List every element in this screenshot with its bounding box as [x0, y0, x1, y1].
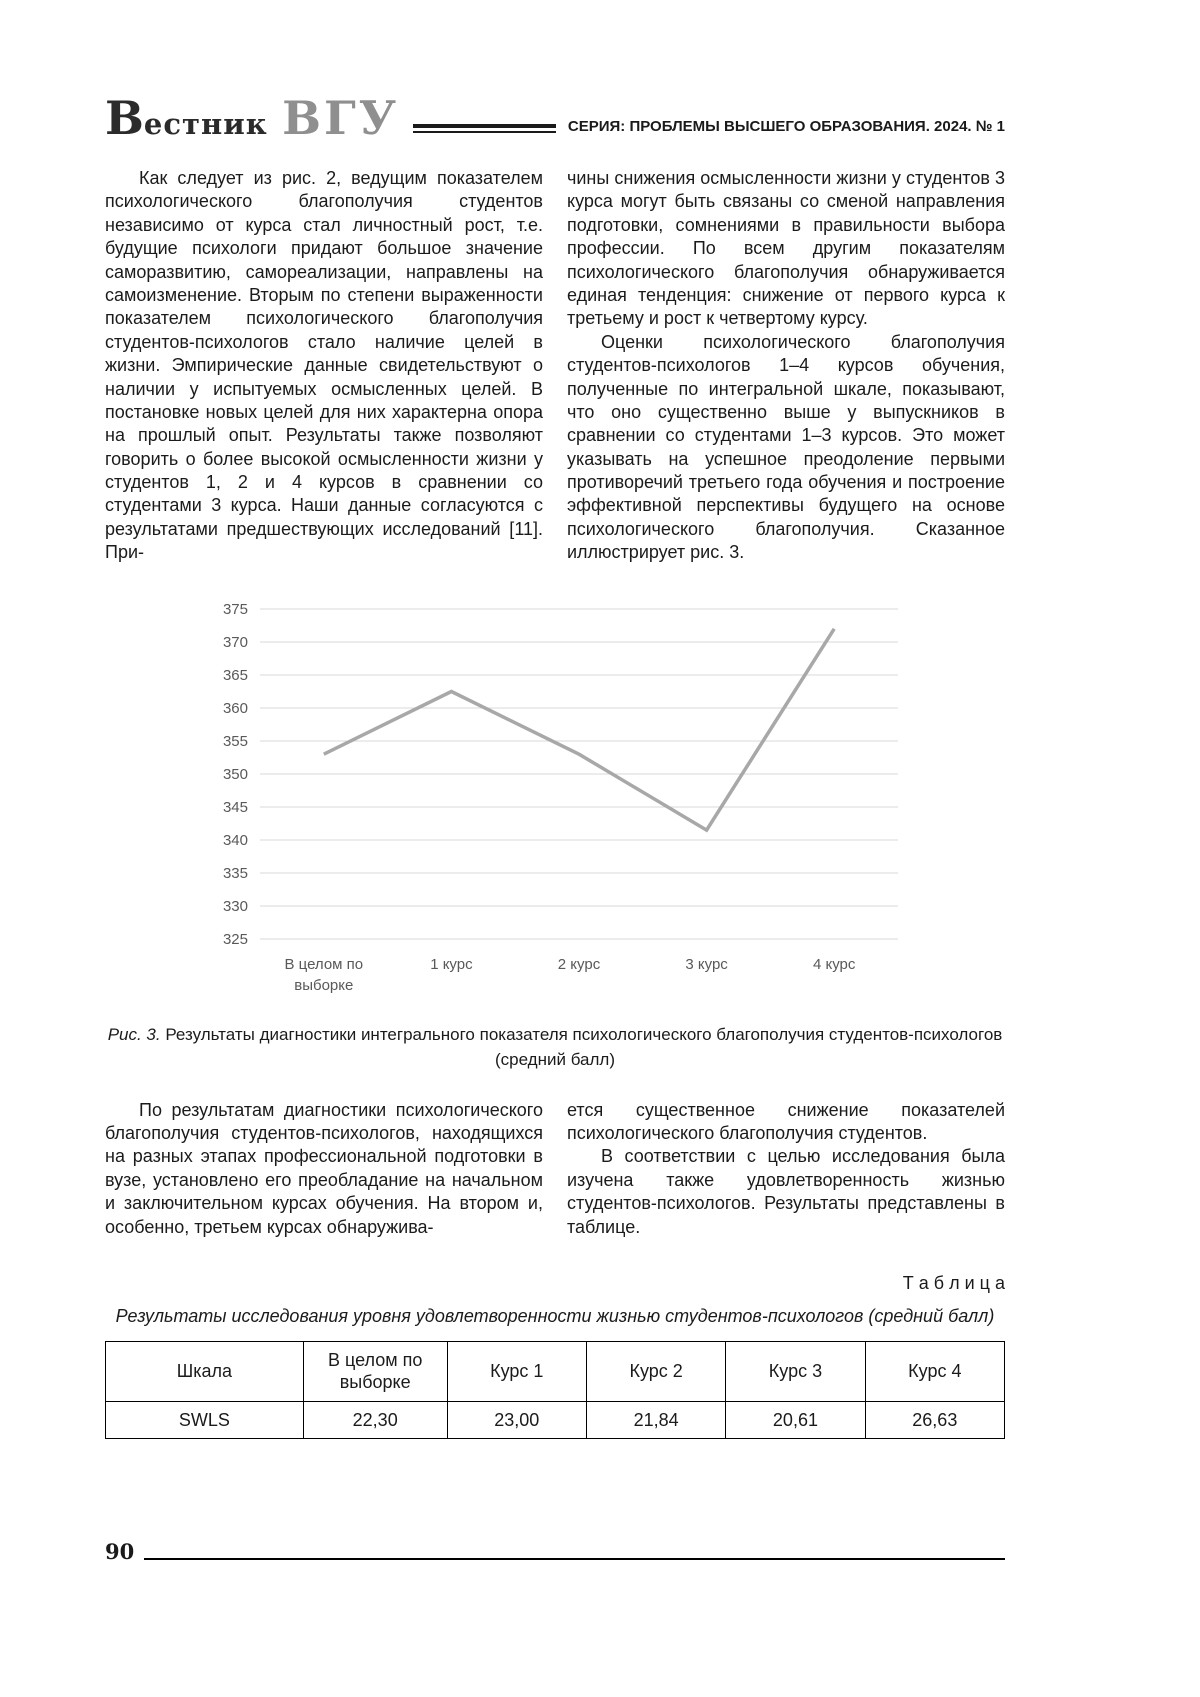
- table-row: [106, 1401, 1005, 1439]
- figure-caption-line2: (средний балл): [494, 1050, 616, 1070]
- table-cell: 26,63: [865, 1401, 1004, 1439]
- table-header-cell: Курс 3: [726, 1341, 865, 1401]
- table-word: Т а б л и ц а: [902, 1272, 1005, 1293]
- footer-rule: [144, 1558, 1005, 1560]
- table-header-cell: Курс 1: [447, 1341, 586, 1401]
- page-footer: [105, 1539, 1005, 1564]
- paragraph: чины снижения осмысленности жизни у студентов 3 курса могут быть связаны со сменой направления подготовки, сомнениями в правильности выбора профессии. По всем другим показателям психологического благополучия обнаруживается единая тенденция: снижение от первого курса к третьему и рост к четвертому курсу.: [567, 168, 1005, 329]
- journal-logo: [105, 91, 400, 145]
- header-double-rule: [413, 124, 556, 133]
- table-header-cell: Курс 2: [586, 1341, 725, 1401]
- y-tick-label: 360: [222, 699, 248, 717]
- table-cell: SWLS: [106, 1401, 304, 1439]
- y-tick-label: 365: [222, 666, 248, 684]
- results-table: [105, 1341, 1005, 1440]
- figure-3: [105, 599, 1005, 1073]
- line-chart-svg: [198, 599, 918, 999]
- column-left: [105, 167, 543, 565]
- paragraph: Как следует из рис. 2, ведущим показателем психологического благополучия студентов независимо от курса стал личностный рост, т.е. будущие психологи придают большое значение саморазвитию, самореализации, направлены на самоизменение. Вторым по степени выраженности показателем психологического благополучия студентов-психологов стало наличие целей в жизни. Эмпирические данные свидетельствуют о наличии у испытуемых осмысленных целей. В постановке новых целей для них характерна опора на прошлый опыт. Результаты также позволяют говорить о более высокой осмысленности жизни у студентов 1, 2 и 4 курсов в сравнении со студентами 3 курса. Наши данные согласуются с результатами предшествующих исследований [11]. При-: [105, 168, 543, 563]
- y-tick-label: 350: [222, 765, 248, 783]
- table-caption: Результаты исследования уровня удовлетворенности жизнью студентов-психологов (средний балл): [115, 1305, 995, 1326]
- y-tick-label: 335: [222, 864, 248, 882]
- y-tick-label: 330: [222, 897, 248, 915]
- data-series-line: [324, 628, 834, 829]
- text-columns-top: [105, 167, 1005, 565]
- x-tick-label: В целом по выборке: [284, 955, 364, 994]
- y-tick-label: 345: [222, 798, 248, 816]
- y-tick-label: 370: [222, 633, 248, 651]
- x-tick-label: 1 курс: [430, 955, 473, 973]
- paragraph: ется существенное снижение показателей психологического благополучия студентов.: [567, 1099, 1005, 1144]
- line-chart: [198, 599, 1005, 1004]
- paragraph: Оценки психологического благополучия студентов-психологов 1–4 курсов обучения, полученные по интегральной шкале, показывают, что оно существенно выше у выпускников в сравнении со студентами 1–3 курсов. Это может указывать на успешное преодоление первыми противоречий третьего года обучения и построение эффективной перспективы будущего на основе психологического благополучия. Сказанное иллюстрирует рис. 3.: [567, 331, 1005, 563]
- table-header-cell: Курс 4: [865, 1341, 1004, 1401]
- column-right: [567, 1099, 1005, 1239]
- paragraph: В соответствии с целью исследования была изучена также удовлетворенность жизнью студентов-психологов. Результаты представлены в таблице.: [567, 1146, 1005, 1237]
- table-cell: 20,61: [726, 1401, 865, 1439]
- column-left: [105, 1099, 543, 1239]
- series-title: СЕРИЯ: ПРОБЛЕМЫ ВЫСШЕГО ОБРАЗОВАНИЯ. 2024. № 1: [567, 118, 1005, 135]
- page-header: [105, 91, 1005, 145]
- text-columns-bottom: [105, 1099, 1005, 1239]
- x-tick-label: 2 курс: [557, 955, 601, 973]
- table-cell: 23,00: [447, 1401, 586, 1439]
- logo-abbreviation: ВГУ: [282, 91, 400, 145]
- table-cell: 21,84: [586, 1401, 725, 1439]
- column-right: [567, 167, 1005, 565]
- page-number: 90: [105, 1539, 135, 1565]
- y-tick-label: 355: [222, 732, 248, 750]
- figure-caption: [105, 1022, 1005, 1073]
- figure-caption-label: Рис. 3.: [107, 1024, 161, 1044]
- y-tick-label: 325: [222, 930, 248, 948]
- logo-rest: естник: [143, 107, 268, 141]
- x-tick-label: 4 курс: [812, 955, 856, 973]
- logo-initial: В: [105, 91, 144, 145]
- table-cell: 22,30: [303, 1401, 447, 1439]
- x-tick-label: 3 курс: [685, 955, 728, 973]
- table-header-row: [106, 1341, 1005, 1401]
- y-tick-label: 340: [222, 831, 248, 849]
- figure-caption-text: Результаты диагностики интегрального показателя психологического благополучия студентов-психологов: [160, 1024, 1003, 1044]
- table-header-cell: В целом по выборке: [303, 1341, 447, 1401]
- table-header-cell: Шкала: [106, 1341, 304, 1401]
- y-tick-label: 375: [222, 600, 248, 618]
- paragraph: По результатам диагностики психологического благополучия студентов-психологов, находящихся на разных этапах профессиональной подготовки в вузе, установлено его преобладание на начальном и заключительном курсах обучения. На втором и, особенно, третьем курсах обнаружива-: [105, 1099, 543, 1237]
